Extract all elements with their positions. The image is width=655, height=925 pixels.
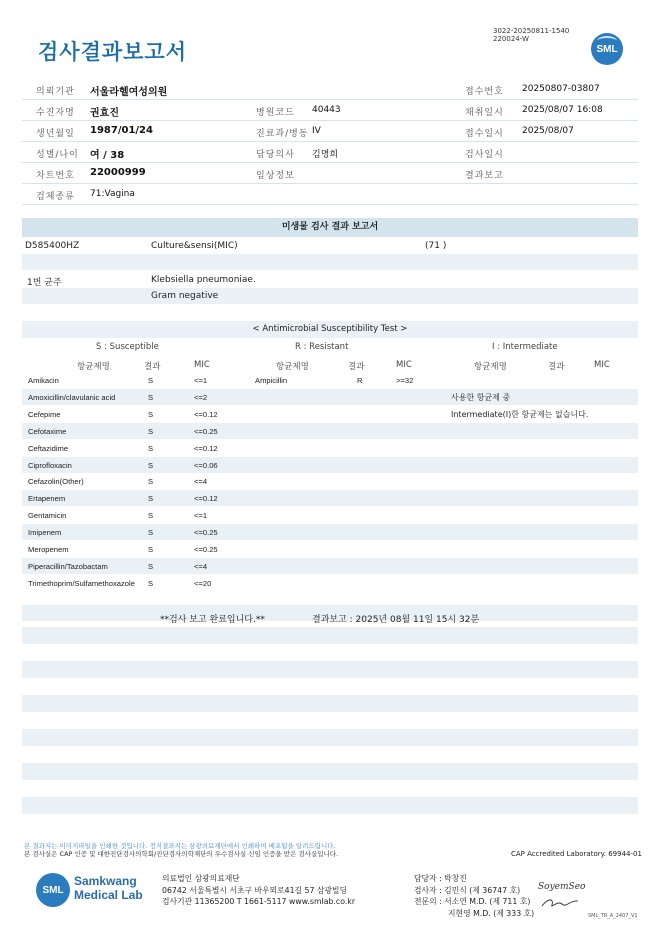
empty-row-band: [22, 627, 638, 644]
ast-row-band: [22, 423, 638, 439]
ast-mic: <=0.12: [194, 494, 218, 504]
info-value: 1987/01/24: [90, 125, 153, 136]
info-label: 차트번호: [36, 171, 75, 181]
sml-footer-logo-icon: SML: [36, 873, 70, 907]
info-label: 임상정보: [256, 171, 295, 181]
report-title: 검사결과보고서: [38, 40, 188, 64]
info-label: 접수번호: [465, 87, 504, 97]
footer-notice: 본 결과지는 이미지파일을 인쇄한 것입니다. 정식결과지는 삼광의료재단에서 인쇄하여 배포됨을 알려드립니다. 본 검사실은 CAP 인증 및 대한진단검사의학회/진단검사의학재단의 우수검사실 신임 인증을 받은 검사실입니다.: [24, 842, 339, 858]
info-value: 40443: [312, 105, 341, 115]
info-label: 생년월일: [36, 129, 75, 139]
ast-row-band: [22, 524, 638, 540]
info-value: 서울라헬여성의원: [90, 87, 168, 98]
signature-image: SoyemSeo: [538, 882, 586, 892]
ast-mic: <=0.12: [194, 443, 218, 453]
document-number: 3022-20250811-1540 220024-W: [493, 27, 570, 43]
micro-title-band: 미생물 검사 결과 보고서: [22, 218, 638, 237]
sml-logo-icon: SML: [591, 33, 623, 65]
ast-res: S: [148, 578, 154, 588]
col-result-s: 결과: [144, 362, 161, 372]
test-number: (71 ): [425, 241, 447, 251]
ast-mic: <=0.25: [194, 528, 218, 538]
ast-drug: Ertapenem: [28, 494, 66, 504]
info-value: 여 / 38: [90, 150, 125, 161]
info-label: 검사일시: [465, 150, 504, 160]
ast-mic: <=4: [194, 477, 208, 487]
ast-mic: <=4: [194, 561, 208, 571]
ast-row-band: [22, 457, 638, 473]
info-value: 22000999: [90, 167, 146, 178]
ast-res: S: [148, 494, 154, 504]
ast-drug: Cefazolin(Other): [28, 477, 84, 487]
legend-resistant: R : Resistant: [295, 342, 349, 352]
ast-drug: Ceftazidime: [28, 443, 69, 453]
cap-accreditation: CAP Accredited Laboratory. 69944-01: [511, 850, 642, 858]
legend-susceptible: S : Susceptible: [96, 342, 159, 352]
empty-row-band: [22, 797, 638, 814]
ast-drug: Amoxicillin/clavulanic acid: [28, 392, 116, 402]
signature-2-image: [540, 896, 580, 910]
empty-row-band: [22, 763, 638, 780]
report-complete: **검사 보고 완료입니다.**: [160, 615, 265, 625]
ast-mic: <=1: [194, 376, 208, 385]
info-label: 진료과/병동: [256, 129, 309, 139]
ast-mic: <=0.06: [194, 460, 218, 470]
empty-row-band: [22, 661, 638, 678]
ast-drug: Amikacin: [28, 376, 59, 385]
resistant-result: R: [357, 376, 363, 385]
col-result-i: 결과: [548, 362, 565, 372]
info-label: 병원코드: [256, 108, 295, 118]
ast-drug: Cefepime: [28, 409, 61, 419]
info-value: 권효진: [90, 108, 119, 119]
ast-res: S: [148, 561, 154, 571]
ast-res: S: [148, 460, 154, 470]
ast-drug: Cefotaxime: [28, 426, 67, 436]
ast-mic: <=0.25: [194, 426, 218, 436]
ast-drug: Meropenem: [28, 545, 69, 554]
info-label: 수진자명: [36, 108, 75, 118]
info-label: 담당의사: [256, 150, 295, 160]
ast-res: S: [148, 392, 154, 402]
info-label: 채취일시: [465, 108, 504, 118]
info-value: 2025/08/07: [522, 126, 574, 136]
ast-mic: <=20: [194, 578, 212, 588]
staff-info: 담당자 : 박창진 검사자 : 김민식 (제 36747 호) 전문의 : 서소연 M.D. (제 711 호) 지현영 M.D. (제 333 호): [414, 874, 535, 918]
intermediate-note-2: Intermediate(I)한 항균제는 없습니다.: [451, 410, 589, 419]
ast-title-band: < Antimicrobial Susceptibility Test >: [22, 321, 638, 338]
test-code: D585400HZ: [25, 241, 80, 251]
ast-res: S: [148, 426, 154, 436]
patient-info-row: [22, 142, 638, 163]
ast-drug: Piperacillin/Tazobactam: [28, 561, 108, 571]
ast-res: S: [148, 528, 154, 538]
col-drug-s: 항균제명: [77, 362, 110, 372]
ast-drug: Gentamicin: [28, 511, 67, 521]
info-value: IV: [312, 126, 321, 136]
empty-row-band: [22, 729, 638, 746]
ast-res: S: [148, 443, 154, 453]
patient-info-row: [22, 121, 638, 142]
brand-name: Samkwang Medical Lab: [74, 874, 143, 902]
info-label: 결과보고: [465, 171, 504, 181]
ast-mic: <=0.25: [194, 545, 218, 554]
ast-row-band: [22, 490, 638, 506]
organism-label: 1번 균주: [27, 278, 62, 288]
patient-info-row: [22, 184, 638, 205]
gram-band: [22, 288, 638, 304]
report-time: 결과보고 : 2025년 08월 11일 15시 32분: [312, 615, 480, 625]
legend-intermediate: I : Intermediate: [492, 342, 558, 352]
col-mic-r: MIC: [396, 360, 412, 370]
info-value: 20250807-03807: [522, 84, 600, 94]
patient-info-row: [22, 100, 638, 121]
col-drug-r: 항균제명: [276, 362, 309, 372]
info-label: 성별/나이: [36, 150, 79, 160]
col-mic-i: MIC: [594, 360, 610, 370]
info-label: 검체종류: [36, 192, 75, 202]
patient-info-row: [22, 163, 638, 184]
ast-mic: <=0.12: [194, 409, 218, 419]
organization-info: 의료법인 삼광의료재단 06742 서울특별시 서초구 바우뫼로41길 57 삼광빌딩 검사기관 11365200 T 1661-5117 www.smlab.co.kr: [162, 874, 356, 906]
ast-drug: Imipenem: [28, 528, 62, 538]
ast-drug: Trimethoprim/Sulfamethoxazole: [28, 578, 135, 588]
info-value: 2025/08/07 16:08: [522, 105, 603, 115]
ast-mic: <=2: [194, 392, 208, 402]
col-drug-i: 항균제명: [474, 362, 507, 372]
ast-res: S: [148, 477, 154, 487]
form-version: SML_TR_A_2407_V1: [588, 913, 638, 919]
ast-drug: Ciprofloxacin: [28, 460, 72, 470]
col-result-r: 결과: [348, 362, 365, 372]
info-value: 71:Vagina: [90, 189, 135, 199]
col-mic-s: MIC: [194, 360, 210, 370]
ast-res: S: [148, 545, 154, 554]
gram-stain: Gram negative: [151, 291, 219, 301]
patient-info-row: [22, 79, 638, 100]
ast-row-band: [22, 558, 638, 574]
ast-res: S: [148, 511, 154, 521]
info-label: 의뢰기관: [36, 87, 75, 97]
intermediate-note-1: 사용한 항균제 중: [451, 393, 511, 402]
empty-row-band: [22, 695, 638, 712]
resistant-mic: >=32: [396, 376, 414, 385]
info-label: 접수일시: [465, 129, 504, 139]
organism-name: Klebsiella pneumoniae.: [151, 275, 256, 285]
test-name: Culture&sensi(MIC): [151, 241, 238, 251]
blank-band: [22, 254, 638, 270]
info-value: 김명희: [312, 150, 339, 160]
resistant-drug: Ampicillin: [255, 376, 288, 385]
ast-res: S: [148, 409, 154, 419]
ast-res: S: [148, 376, 154, 385]
ast-mic: <=1: [194, 511, 208, 521]
